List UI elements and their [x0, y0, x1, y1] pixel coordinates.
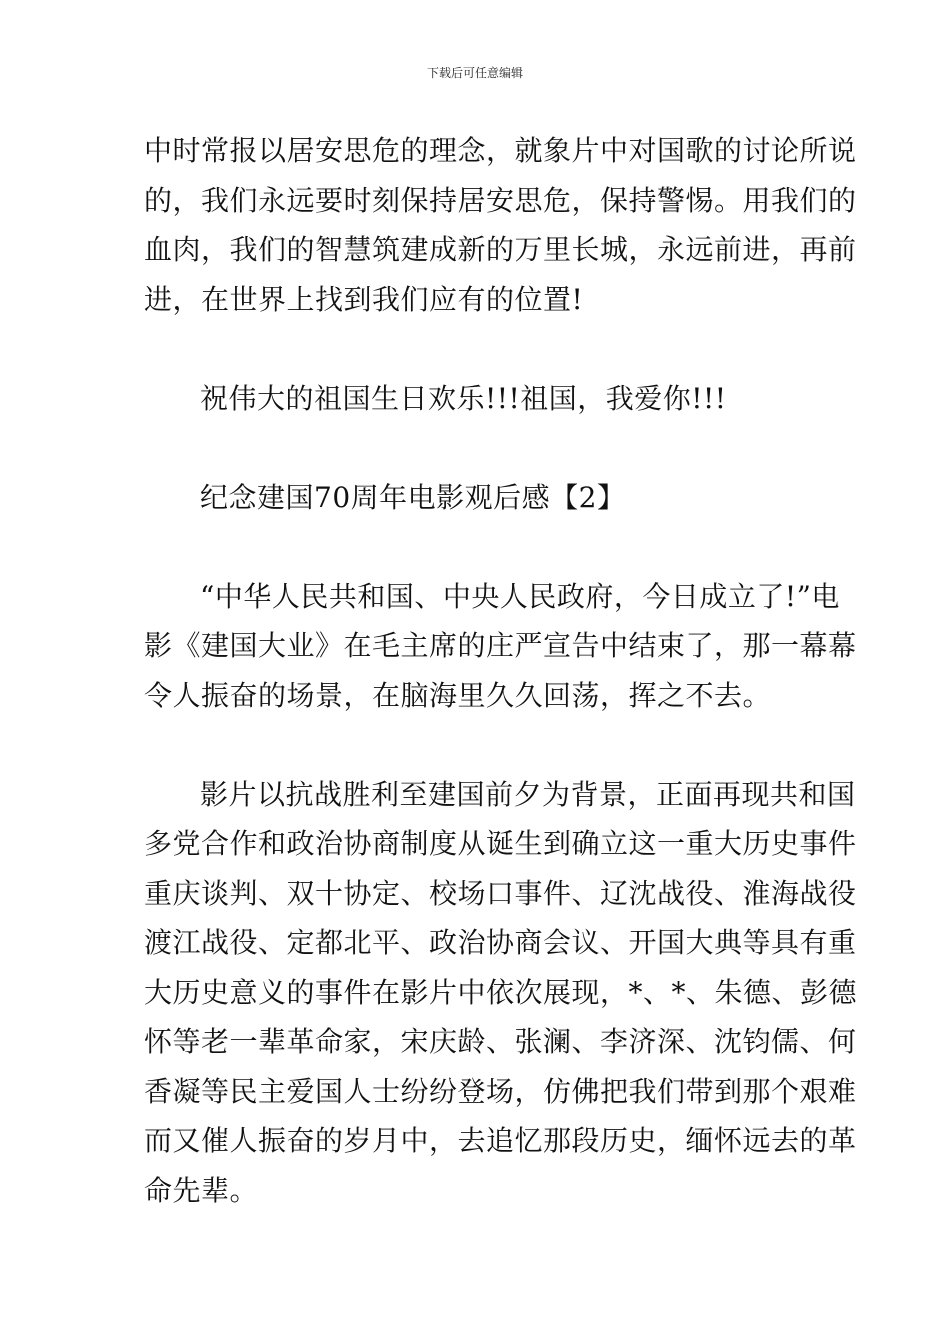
text-line: 多党合作和政治协商制度从诞生到确立这一重大历史事件: [144, 827, 857, 860]
text-line: 大历史意义的事件在影片中依次展现，*、*、朱德、彭德: [144, 975, 858, 1009]
paragraph: [144, 374, 808, 424]
text-line: 渡江战役、定都北平、政治协商会议、开国大典等具有重: [144, 926, 857, 959]
text-line: 命先辈。: [144, 1173, 259, 1207]
paragraph: [144, 126, 857, 324]
paragraph: [144, 770, 858, 1216]
document-body: [144, 126, 858, 1265]
text-line: 影《建国大业》在毛主席的庄严宣告中结束了，那一幕幕: [144, 629, 857, 662]
text-line: 香凝等民主爱国人士纷纷登场，仿佛把我们带到那个艰难: [144, 1074, 857, 1108]
text-line: 祝伟大的祖国生日欢乐!!!祖国，我爱你!!!: [200, 381, 727, 415]
text-line: 影片以抗战胜利至建国前夕为背景，正面再现共和国: [200, 777, 856, 811]
text-line: 纪念建国70周年电影观后感【2】: [200, 480, 626, 514]
text-line: 进，在世界上找到我们应有的位置!: [144, 282, 584, 316]
text-line: 令人振奋的场景，在脑海里久久回荡，挥之不去。: [144, 678, 772, 712]
paragraph: [144, 572, 857, 721]
page-header: 下载后可任意编辑: [426, 66, 523, 80]
text-line: 中时常报以居安思危的理念，就象片中对国歌的讨论所说: [144, 134, 857, 167]
text-line: 的，我们永远要时刻保持居安思危，保持警惕。用我们的: [144, 183, 857, 217]
text-line: 怀等老一辈革命家，宋庆龄、张澜、李济深、沈钧儒、何: [144, 1025, 857, 1058]
text-line: 血肉，我们的智慧筑建成新的万里长城，永远前进，再前: [144, 233, 857, 266]
text-line: 而又催人振奋的岁月中，去追忆那段历史，缅怀远去的革: [144, 1124, 857, 1157]
text-line: 重庆谈判、双十协定、校场口事件、辽沈战役、淮海战役: [144, 876, 857, 910]
section-heading: [144, 473, 808, 523]
text-line: “中华人民共和国、中央人民政府，今日成立了!”电: [200, 579, 840, 613]
